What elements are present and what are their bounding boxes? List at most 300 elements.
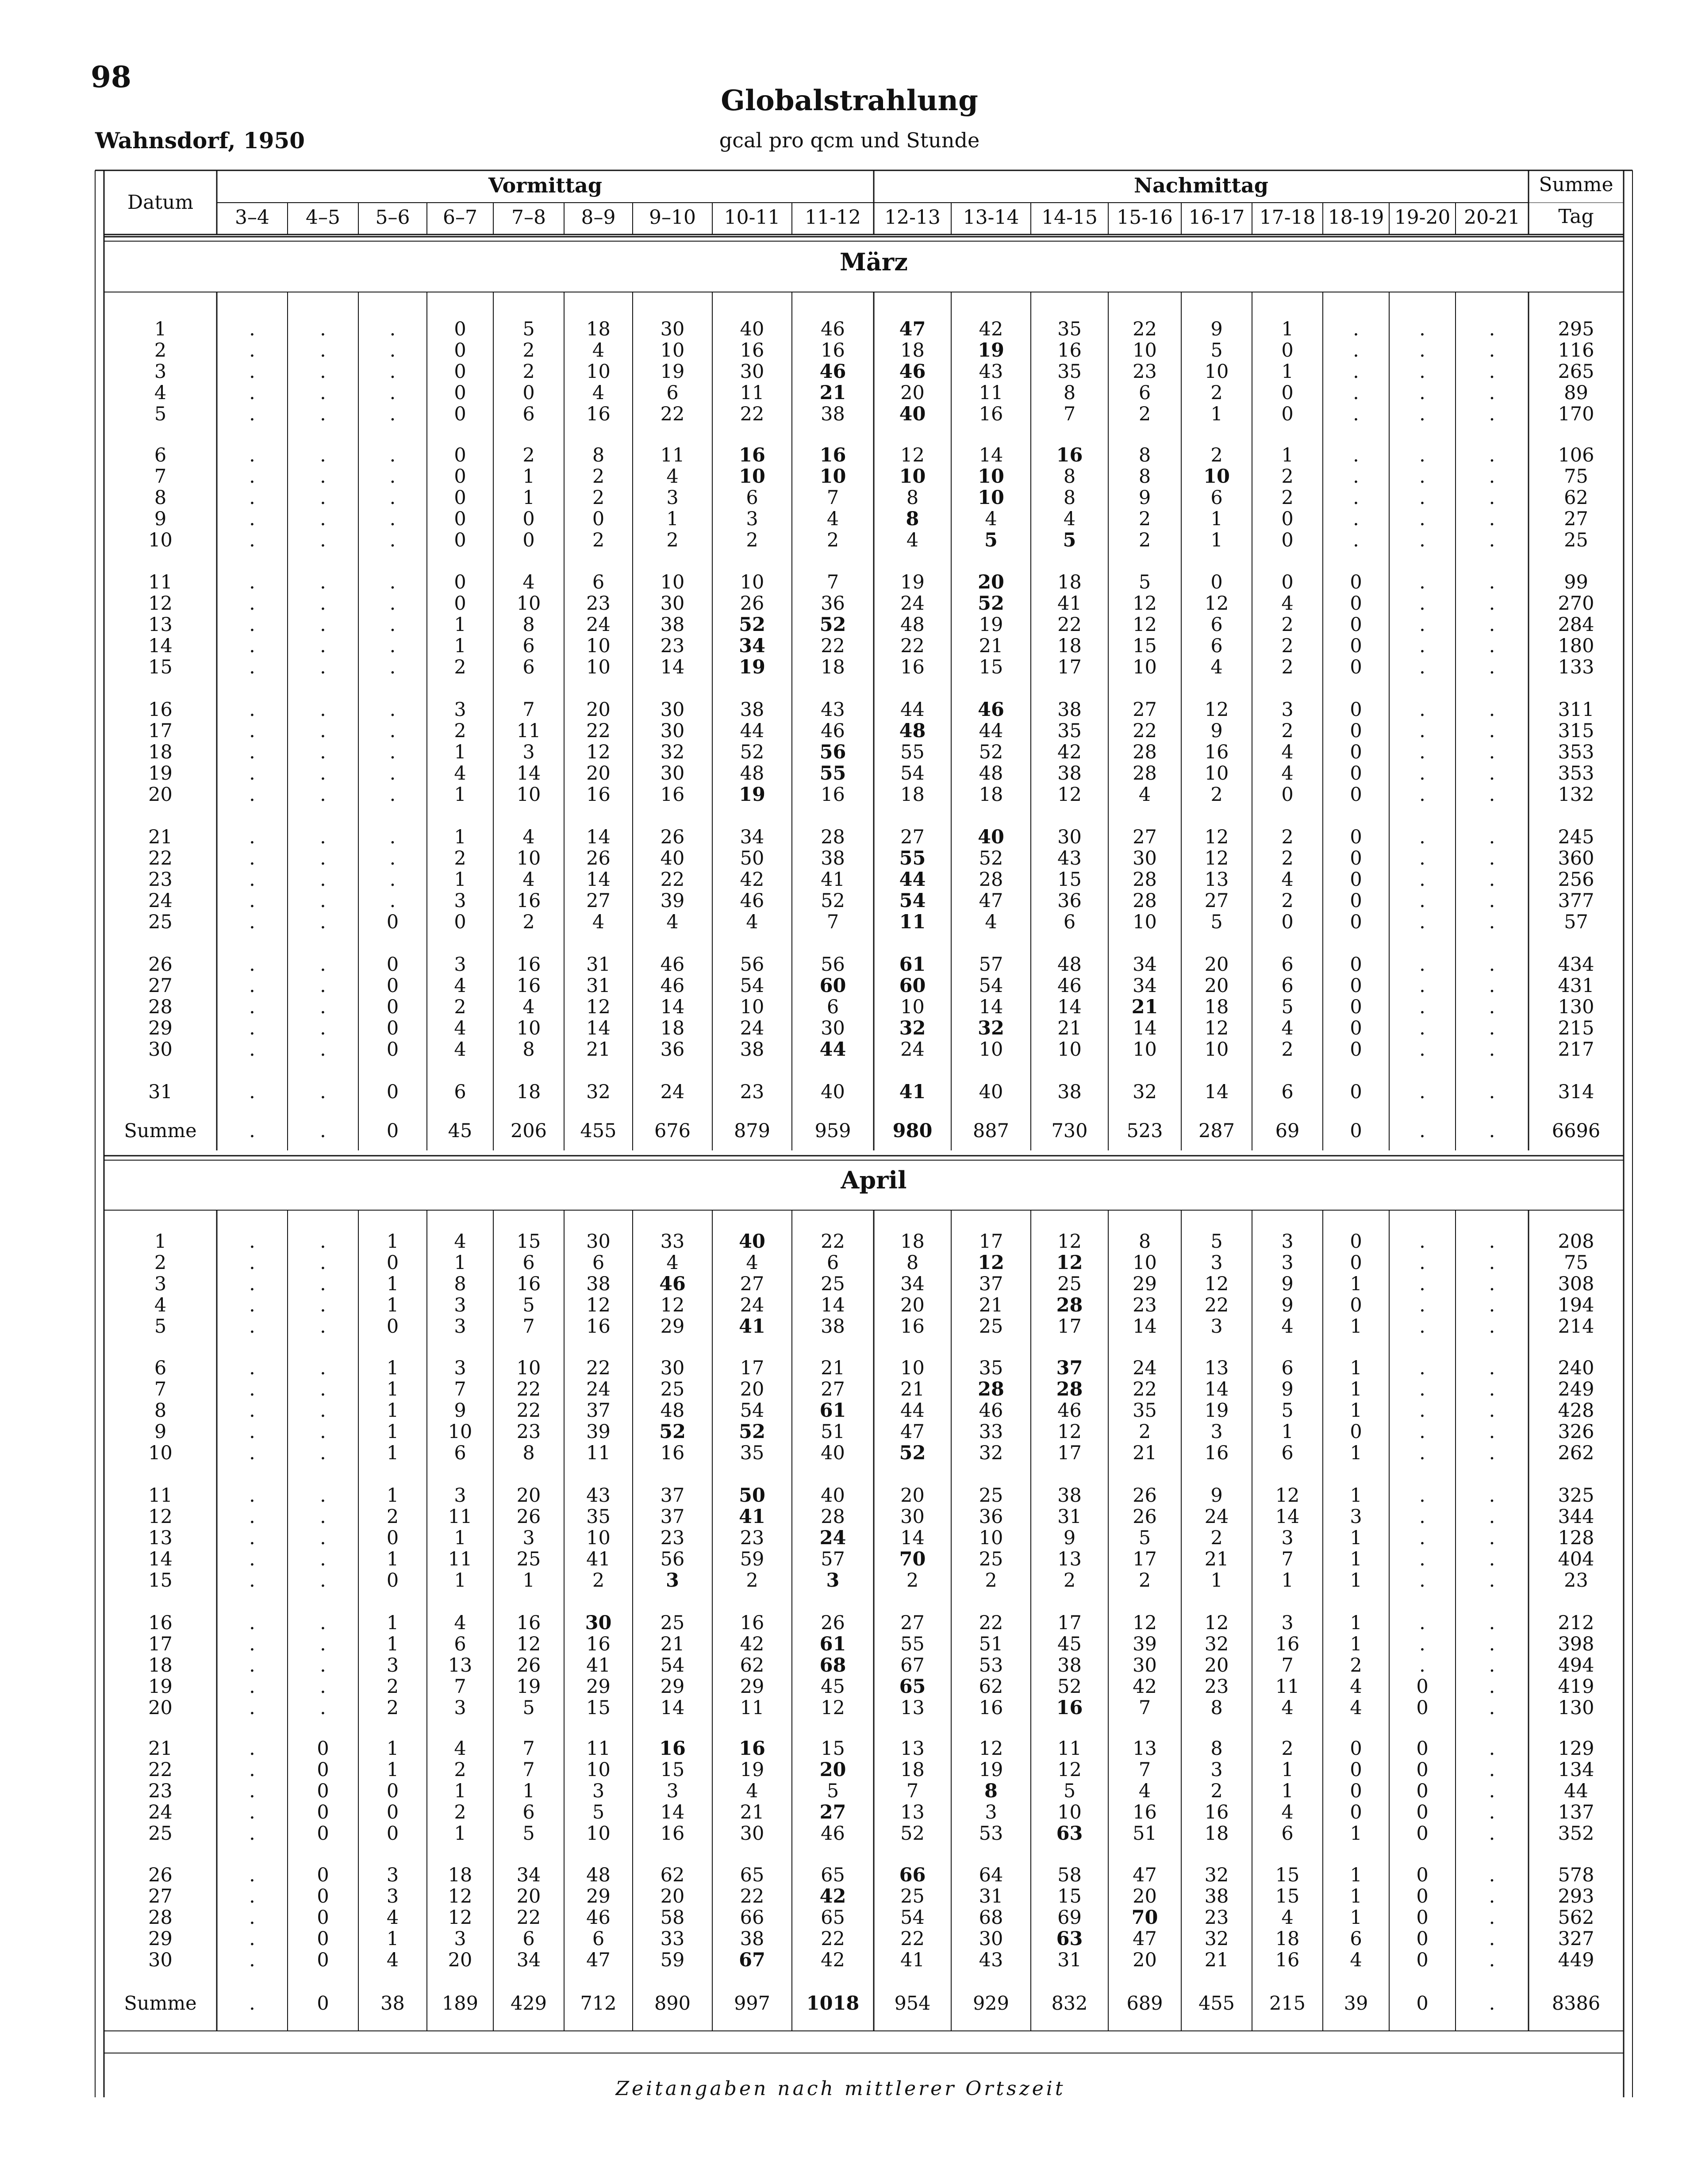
value-cell: 1 (1281, 1421, 1294, 1443)
value-cell: 6 (746, 487, 758, 509)
value-cell: 30 (900, 1506, 925, 1528)
value-cell: 22 (1133, 720, 1157, 742)
value-cell: 23 (516, 1421, 541, 1443)
date-cell: 22 (148, 847, 173, 869)
value-cell: 1 (386, 1273, 399, 1295)
value-cell: . (1489, 1038, 1495, 1061)
value-cell: 0 (454, 487, 466, 509)
value-cell: 8 (1063, 465, 1076, 488)
summe-value-cell: 1018 (806, 1992, 860, 2015)
value-cell: 19 (740, 1759, 764, 1781)
value-cell: 26 (516, 1654, 541, 1676)
value-cell: 52 (740, 741, 764, 763)
value-cell: 38 (1204, 1885, 1229, 1907)
value-cell: . (1419, 656, 1425, 678)
value-cell: 14 (1204, 1378, 1229, 1400)
date-cell: 10 (148, 529, 173, 551)
value-cell: 28 (821, 1506, 845, 1528)
value-cell: 24 (586, 1378, 611, 1400)
value-cell: 41 (586, 1548, 611, 1570)
value-cell: 16 (819, 444, 846, 466)
value-cell: 16 (739, 1738, 765, 1760)
value-cell: 19 (739, 784, 765, 806)
value-cell: 4 (1210, 656, 1223, 678)
value-cell: 41 (586, 1654, 611, 1676)
summe-value-cell: 887 (972, 1120, 1010, 1142)
value-cell: . (1419, 1252, 1425, 1274)
value-cell: . (320, 1633, 326, 1655)
value-cell: . (1419, 1378, 1425, 1400)
value-cell: 40 (821, 1484, 845, 1507)
value-cell: 3 (592, 1780, 605, 1802)
value-cell: 20 (586, 699, 611, 721)
value-cell: 5 (522, 1294, 535, 1316)
value-cell: 2 (1281, 1738, 1294, 1760)
value-cell: . (249, 339, 255, 361)
value-cell: . (1489, 1506, 1495, 1528)
value-cell: 0 (1350, 1017, 1362, 1039)
value-cell: . (1419, 1400, 1425, 1422)
value-cell: . (1489, 1907, 1495, 1929)
value-cell: 20 (819, 1759, 846, 1781)
value-cell: 43 (821, 699, 845, 721)
value-cell: . (249, 1676, 255, 1698)
unit-subtitle: gcal pro qcm und Stunde (719, 128, 980, 152)
value-cell: . (1353, 487, 1359, 509)
date-cell: 18 (148, 1654, 173, 1676)
value-cell: 46 (660, 954, 685, 976)
value-cell: 10 (448, 1421, 472, 1443)
day-sum-cell: 75 (1564, 1252, 1588, 1274)
value-cell: 0 (386, 1315, 399, 1338)
value-cell: 24 (819, 1527, 846, 1549)
value-cell: 21 (660, 1633, 685, 1655)
value-cell: 4 (454, 1017, 466, 1039)
value-cell: 10 (586, 656, 611, 678)
value-cell: . (320, 614, 326, 636)
value-cell: 1 (1350, 1885, 1362, 1907)
day-sum-cell: 428 (1558, 1400, 1594, 1422)
summe-value-cell: 0 (386, 1120, 399, 1142)
value-cell: 2 (454, 1759, 466, 1781)
value-cell: 38 (1057, 1484, 1082, 1507)
value-cell: . (320, 1527, 326, 1549)
value-cell: 8 (1210, 1738, 1223, 1760)
value-cell: . (249, 1315, 255, 1338)
value-cell: 3 (454, 1928, 466, 1950)
value-cell: 2 (522, 911, 535, 933)
value-cell: 12 (1204, 847, 1229, 869)
value-cell: 13 (1057, 1548, 1082, 1570)
value-cell: 19 (516, 1676, 541, 1698)
value-cell: . (1489, 1294, 1495, 1316)
value-cell: 52 (979, 847, 1003, 869)
value-cell: . (389, 614, 396, 636)
day-sum-cell: 208 (1558, 1230, 1594, 1253)
date-cell: 8 (154, 1400, 167, 1422)
value-cell: 9 (1210, 318, 1223, 340)
value-cell: 12 (1057, 784, 1082, 806)
value-cell: 40 (979, 1081, 1003, 1103)
value-cell: 2 (386, 1676, 399, 1698)
value-cell: 36 (821, 592, 845, 615)
summe-value-cell: 0 (1416, 1992, 1429, 2015)
day-sum-cell: 44 (1564, 1780, 1588, 1802)
value-cell: 10 (1057, 1801, 1082, 1823)
value-cell: 5 (984, 529, 998, 551)
value-cell: 11 (516, 720, 541, 742)
value-cell: . (1419, 890, 1425, 912)
value-cell: 28 (1056, 1294, 1083, 1316)
value-cell: . (249, 361, 255, 383)
value-cell: 2 (522, 361, 535, 383)
value-cell: 21 (1133, 1442, 1157, 1464)
value-cell: 17 (740, 1357, 764, 1379)
value-cell: 46 (978, 699, 1004, 721)
value-cell: . (320, 635, 326, 657)
value-cell: . (320, 762, 326, 784)
hour-column-header: 7–8 (511, 206, 546, 229)
value-cell: . (320, 656, 326, 678)
value-cell: . (1489, 1928, 1495, 1950)
value-cell: 2 (522, 444, 535, 466)
value-cell: 0 (386, 1801, 399, 1823)
value-cell: . (320, 911, 326, 933)
value-cell: 12 (1057, 1421, 1082, 1443)
value-cell: 20 (1204, 954, 1229, 976)
value-cell: . (320, 826, 326, 848)
value-cell: 15 (516, 1230, 541, 1253)
value-cell: 30 (1133, 847, 1157, 869)
value-cell: 45 (821, 1676, 845, 1698)
value-cell: 4 (386, 1907, 399, 1929)
value-cell: 55 (900, 1633, 925, 1655)
value-cell: 34 (740, 826, 764, 848)
value-cell: 43 (1057, 847, 1082, 869)
value-cell: 12 (1056, 1252, 1083, 1274)
value-cell: 3 (522, 741, 535, 763)
value-cell: 38 (821, 1315, 845, 1338)
value-cell: 25 (1057, 1273, 1082, 1295)
value-cell: 4 (906, 529, 919, 551)
value-cell: 25 (516, 1548, 541, 1570)
value-cell: 16 (740, 1612, 764, 1634)
value-cell: . (1489, 635, 1495, 657)
value-cell: 52 (1057, 1676, 1082, 1698)
value-cell: 18 (516, 1081, 541, 1103)
value-cell: . (1419, 529, 1425, 551)
value-cell: 7 (1281, 1548, 1294, 1570)
value-cell: 0 (454, 403, 466, 425)
value-cell: 3 (1350, 1506, 1362, 1528)
value-cell: . (389, 847, 396, 869)
day-sum-cell: 377 (1558, 890, 1594, 912)
value-cell: 1 (1281, 1759, 1294, 1781)
value-cell: 30 (660, 762, 685, 784)
value-cell: 4 (592, 382, 605, 404)
value-cell: 4 (746, 911, 758, 933)
value-cell: 38 (740, 699, 764, 721)
day-sum-cell: 132 (1558, 784, 1594, 806)
day-sum-cell: 353 (1558, 741, 1594, 763)
day-sum-cell: 284 (1558, 614, 1594, 636)
value-cell: 3 (454, 890, 466, 912)
value-cell: 16 (1056, 444, 1083, 466)
value-cell: 0 (522, 529, 535, 551)
value-cell: 14 (586, 826, 611, 848)
value-cell: 2 (1281, 465, 1294, 488)
value-cell: 1 (386, 1928, 399, 1950)
value-cell: 46 (821, 720, 845, 742)
value-cell: 10 (899, 465, 926, 488)
day-sum-cell: 214 (1558, 1315, 1594, 1338)
date-cell: 8 (154, 487, 167, 509)
value-cell: . (1419, 1357, 1425, 1379)
date-cell: 1 (154, 318, 167, 340)
value-cell: 44 (899, 869, 926, 891)
date-cell: 15 (148, 1569, 173, 1592)
value-cell: 22 (900, 1928, 925, 1950)
day-sum-cell: 130 (1558, 1697, 1594, 1719)
value-cell: 38 (1057, 1654, 1082, 1676)
value-cell: . (1489, 487, 1495, 509)
value-cell: 0 (454, 339, 466, 361)
value-cell: . (1489, 1017, 1495, 1039)
value-cell: 3 (746, 508, 758, 530)
day-sum-cell: 295 (1558, 318, 1594, 340)
value-cell: . (320, 1400, 326, 1422)
value-cell: . (1419, 1230, 1425, 1253)
value-cell: . (249, 1484, 255, 1507)
value-cell: 4 (1281, 1801, 1294, 1823)
value-cell: 0 (317, 1759, 329, 1781)
value-cell: 9 (1210, 1484, 1223, 1507)
value-cell: 17 (1133, 1548, 1157, 1570)
value-cell: 12 (1204, 699, 1229, 721)
value-cell: 11 (979, 382, 1003, 404)
value-cell: 7 (522, 1315, 535, 1338)
value-cell: 20 (1133, 1949, 1157, 1971)
date-cell: 7 (154, 465, 167, 488)
date-cell: 21 (148, 826, 173, 848)
value-cell: 0 (1416, 1864, 1429, 1886)
value-cell: 38 (821, 403, 845, 425)
summe-value-cell: 730 (1051, 1120, 1088, 1142)
value-cell: 1 (454, 635, 466, 657)
value-cell: 27 (1133, 699, 1157, 721)
value-cell: 4 (1281, 1315, 1294, 1338)
summe-value-cell: 712 (580, 1992, 617, 2015)
value-cell: 2 (826, 529, 839, 551)
value-cell: 12 (1204, 1612, 1229, 1634)
value-cell: 3 (454, 1315, 466, 1338)
date-cell: 5 (154, 403, 167, 425)
value-cell: 31 (1057, 1949, 1082, 1971)
value-cell: 16 (900, 1315, 925, 1338)
value-cell: 66 (899, 1864, 926, 1886)
value-cell: 4 (454, 1230, 466, 1253)
value-cell: . (389, 762, 396, 784)
value-cell: 62 (660, 1864, 685, 1886)
value-cell: 6 (1281, 1823, 1294, 1845)
value-cell: 47 (979, 890, 1003, 912)
value-cell: 0 (317, 1928, 329, 1950)
value-cell: . (249, 1378, 255, 1400)
value-cell: . (1489, 1252, 1495, 1274)
value-cell: . (1419, 847, 1425, 869)
value-cell: 6 (826, 1252, 839, 1274)
value-cell: 1 (1350, 1527, 1362, 1549)
value-cell: 6 (522, 1928, 535, 1950)
hour-column-header: 8–9 (581, 206, 616, 229)
value-cell: 47 (586, 1949, 611, 1971)
date-cell: 13 (148, 1527, 173, 1549)
value-cell: 6 (1281, 975, 1294, 997)
value-cell: 2 (985, 1569, 997, 1592)
value-cell: . (249, 592, 255, 615)
value-cell: 52 (819, 614, 846, 636)
value-cell: 53 (979, 1654, 1003, 1676)
value-cell: . (249, 1230, 255, 1253)
date-cell: 4 (154, 382, 167, 404)
date-cell: 16 (148, 699, 173, 721)
day-sum-cell: 327 (1558, 1928, 1594, 1950)
value-cell: 52 (900, 1823, 925, 1845)
value-cell: 0 (386, 1569, 399, 1592)
value-cell: 38 (1057, 762, 1082, 784)
value-cell: 45 (1057, 1633, 1082, 1655)
value-cell: 12 (586, 741, 611, 763)
value-cell: 3 (1281, 1527, 1294, 1549)
value-cell: . (1489, 444, 1495, 466)
value-cell: 31 (979, 1885, 1003, 1907)
value-cell: 0 (1281, 571, 1294, 593)
summe-value-cell: 954 (894, 1992, 931, 2015)
value-cell: 56 (660, 1548, 685, 1570)
date-cell: 25 (148, 911, 173, 933)
value-cell: . (249, 847, 255, 869)
nachmittag-header: Nachmittag (1134, 173, 1268, 197)
value-cell: 21 (979, 635, 1003, 657)
date-cell: 15 (148, 656, 173, 678)
value-cell: 10 (900, 996, 925, 1018)
value-cell: 5 (1281, 996, 1294, 1018)
value-cell: . (249, 1081, 255, 1103)
value-cell: . (249, 571, 255, 593)
value-cell: . (1489, 1612, 1495, 1634)
value-cell: 18 (1057, 571, 1082, 593)
value-cell: 23 (660, 635, 685, 657)
day-sum-cell: 344 (1558, 1506, 1594, 1528)
value-cell: . (1353, 318, 1359, 340)
date-cell: 4 (154, 1294, 167, 1316)
value-cell: 2 (1281, 614, 1294, 636)
value-cell: 46 (586, 1907, 611, 1929)
value-cell: 46 (659, 1273, 686, 1295)
value-cell: 2 (1138, 1569, 1151, 1592)
day-sum-cell: 562 (1558, 1907, 1594, 1929)
value-cell: 46 (821, 318, 845, 340)
value-cell: . (320, 1506, 326, 1528)
value-cell: 3 (522, 1527, 535, 1549)
value-cell: 4 (1281, 741, 1294, 763)
value-cell: 4 (985, 911, 997, 933)
value-cell: . (389, 741, 396, 763)
value-cell: 1 (1350, 1442, 1362, 1464)
value-cell: 2 (1281, 720, 1294, 742)
value-cell: 15 (1057, 1885, 1082, 1907)
value-cell: 24 (1204, 1506, 1229, 1528)
value-cell: . (1419, 1548, 1425, 1570)
value-cell: 38 (821, 847, 845, 869)
value-cell: 5 (522, 318, 535, 340)
value-cell: . (249, 911, 255, 933)
value-cell: . (1419, 614, 1425, 636)
value-cell: 64 (979, 1864, 1003, 1886)
value-cell: 8 (1138, 465, 1151, 488)
value-cell: . (1419, 1612, 1425, 1634)
value-cell: 0 (1281, 403, 1294, 425)
value-cell: 11 (740, 1697, 764, 1719)
date-cell: 31 (148, 1081, 173, 1103)
value-cell: . (320, 996, 326, 1018)
value-cell: 21 (819, 382, 846, 404)
day-sum-cell: 89 (1564, 382, 1588, 404)
hour-column-header: 9–10 (649, 206, 696, 229)
value-cell: . (1489, 339, 1495, 361)
value-cell: 4 (522, 869, 535, 891)
datum-header: Datum (127, 191, 194, 214)
value-cell: 0 (454, 465, 466, 488)
value-cell: 10 (740, 996, 764, 1018)
value-cell: 31 (1057, 1506, 1082, 1528)
value-cell: 27 (900, 1612, 925, 1634)
value-cell: 62 (979, 1676, 1003, 1698)
value-cell: 5 (1063, 1780, 1076, 1802)
value-cell: 1 (454, 1527, 466, 1549)
value-cell: 42 (979, 318, 1003, 340)
value-cell: 3 (386, 1885, 399, 1907)
date-cell: 11 (148, 1484, 173, 1507)
value-cell: 0 (1350, 784, 1362, 806)
value-cell: 26 (1133, 1484, 1157, 1507)
value-cell: 15 (1275, 1885, 1300, 1907)
value-cell: 6 (592, 571, 605, 593)
value-cell: 48 (1057, 954, 1082, 976)
value-cell: 22 (821, 1928, 845, 1950)
value-cell: 32 (1204, 1633, 1229, 1655)
date-cell: 23 (148, 1780, 173, 1802)
value-cell: 25 (979, 1315, 1003, 1338)
value-cell: 0 (1281, 339, 1294, 361)
value-cell: . (1489, 699, 1495, 721)
value-cell: 7 (826, 911, 839, 933)
value-cell: 1 (522, 465, 535, 488)
value-cell: 0 (1416, 1885, 1429, 1907)
value-cell: 28 (979, 869, 1003, 891)
value-cell: 39 (660, 890, 685, 912)
value-cell: . (1489, 911, 1495, 933)
value-cell: . (1489, 975, 1495, 997)
value-cell: 6 (1210, 635, 1223, 657)
value-cell: 0 (1350, 614, 1362, 636)
value-cell: 26 (586, 847, 611, 869)
value-cell: 32 (978, 1017, 1004, 1039)
value-cell: . (249, 1759, 255, 1781)
value-cell: 5 (592, 1801, 605, 1823)
value-cell: 46 (1057, 1400, 1082, 1422)
date-cell: 27 (148, 975, 173, 997)
